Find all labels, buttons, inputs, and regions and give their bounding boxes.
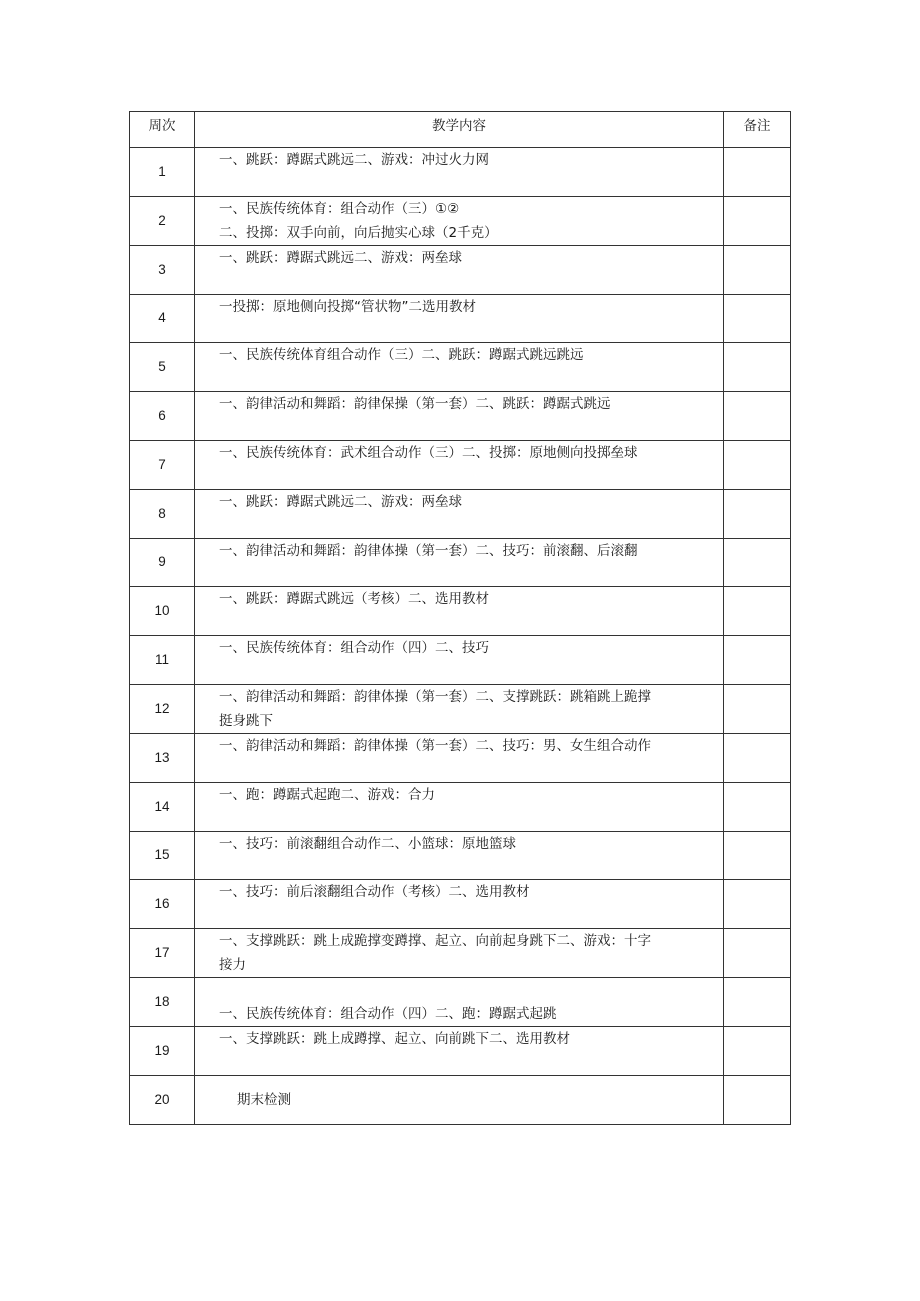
note-cell [724,1075,791,1124]
content-cell [195,245,724,294]
week-number-cell: 2 [130,196,195,245]
note-cell [724,831,791,880]
table-row [130,684,791,733]
content-line: 一、跳跃：蹲踞式跳远二、游戏：两垒球 [219,493,462,510]
table-row [130,880,791,929]
content-cell [195,489,724,538]
content-line: 期末检测 [237,1091,291,1108]
content-line: 二、投掷：双手向前，向后抛实心球（2千克） [219,224,498,241]
header-content: 教学内容 [195,112,724,148]
table-row [130,148,791,197]
content-cell [195,294,724,343]
content-cell [195,538,724,587]
content-line: 一、民族传统体育：组合动作（四）二、技巧 [219,640,489,657]
week-number-cell: 5 [130,343,195,392]
table-row [130,587,791,636]
week-number-cell: 14 [130,782,195,831]
note-cell [724,245,791,294]
content-cell [195,1075,724,1124]
table-row [130,1026,791,1075]
note-cell [724,196,791,245]
content-cell [195,1026,724,1075]
note-cell [724,684,791,733]
content-line: 一、韵律活动和舞蹈：韵律体操（第一套）二、技巧：前滚翻、后滚翻 [219,542,638,559]
content-line: 一投掷：原地侧向投掷“管状物”二选用教材 [219,298,476,315]
week-number-cell: 15 [130,831,195,880]
content-line: 一、跳跃：蹲踞式跳远二、游戏：两垒球 [219,249,462,266]
note-cell [724,636,791,685]
content-line: 一、韵律活动和舞蹈：韵律保操（第一套）二、跳跃：蹲踞式跳远 [219,396,611,413]
content-line: 一、跳跃：蹲踞式跳远二、游戏：冲过火力网 [219,152,489,168]
table-row [130,831,791,880]
content-line: 一、民族传统体育组合动作（三）二、跳跃：蹲踞式跳远跳远 [219,347,584,364]
week-number-cell: 4 [130,294,195,343]
content-cell [195,440,724,489]
note-cell [724,978,791,1027]
note-cell [724,587,791,636]
content-cell [195,929,724,978]
content-line: 一、跑：蹲踞式起跑二、游戏：合力 [219,786,435,803]
table-row [130,489,791,538]
note-cell [724,489,791,538]
week-number-cell: 18 [130,978,195,1027]
content-line: 一、韵律活动和舞蹈：韵律体操（第一套）二、技巧：男、女生组合动作 [219,737,651,754]
table-row [130,392,791,441]
content-line: 挺身跳下 [219,712,273,729]
teaching-plan-table [129,111,791,1125]
header-note: 备注 [724,112,791,148]
content-line: 一、支撑跳跃：跳上成跪撑变蹲撑、起立、向前起身跳下二、游戏：十字 [219,933,651,950]
week-number-cell: 8 [130,489,195,538]
note-cell [724,538,791,587]
week-number-cell: 20 [130,1075,195,1124]
note-cell [724,782,791,831]
table-body [130,148,791,1125]
week-number-cell: 11 [130,636,195,685]
table-row [130,636,791,685]
table-row [130,1075,791,1124]
table-row [130,538,791,587]
table-row [130,978,791,1027]
content-cell [195,392,724,441]
week-number-cell: 13 [130,733,195,782]
content-line: 一、民族传统体育：组合动作（三）①② [219,200,460,217]
week-number-cell: 16 [130,880,195,929]
note-cell [724,148,791,197]
note-cell [724,880,791,929]
note-cell [724,929,791,978]
content-cell [195,196,724,245]
week-number-cell: 12 [130,684,195,733]
week-number-cell: 17 [130,929,195,978]
week-number-cell: 9 [130,538,195,587]
note-cell [724,343,791,392]
table-row [130,294,791,343]
content-cell [195,148,724,197]
content-cell [195,978,724,1027]
table-row [130,196,791,245]
week-number-cell: 7 [130,440,195,489]
week-number-cell: 10 [130,587,195,636]
note-cell [724,733,791,782]
table-row [130,343,791,392]
table-header-row [130,112,791,148]
content-cell [195,636,724,685]
note-cell [724,440,791,489]
table-row [130,245,791,294]
content-cell [195,733,724,782]
content-line: 接力 [219,957,246,974]
content-cell [195,587,724,636]
table-row [130,782,791,831]
content-cell [195,343,724,392]
week-number-cell: 6 [130,392,195,441]
content-line: 一、韵律活动和舞蹈：韵律体操（第一套）二、支撑跳跃：跳箱跳上跪撑 [219,688,651,705]
content-line: 一、民族传统体育：武术组合动作（三）二、投掷：原地侧向投掷垒球 [219,444,638,461]
content-line: 一、民族传统体育：组合动作（四）二、跑：蹲踞式起跳 [219,1005,557,1022]
table-row [130,929,791,978]
header-week: 周次 [130,112,195,148]
week-number-cell: 3 [130,245,195,294]
content-cell [195,880,724,929]
table-row [130,440,791,489]
week-number-cell: 1 [130,148,195,197]
content-cell [195,684,724,733]
content-line: 一、技巧：前后滚翻组合动作（考核）二、选用教材 [219,884,530,901]
content-line: 一、技巧：前滚翻组合动作二、小篮球：原地篮球 [219,835,516,852]
content-line: 一、跳跃：蹲踞式跳远（考核）二、选用教材 [219,591,489,608]
table-row [130,733,791,782]
week-number-cell: 19 [130,1026,195,1075]
content-cell [195,782,724,831]
content-line: 一、支撑跳跃：跳上成蹲撑、起立、向前跳下二、选用教材 [219,1030,570,1047]
note-cell [724,392,791,441]
note-cell [724,1026,791,1075]
content-cell [195,831,724,880]
note-cell [724,294,791,343]
